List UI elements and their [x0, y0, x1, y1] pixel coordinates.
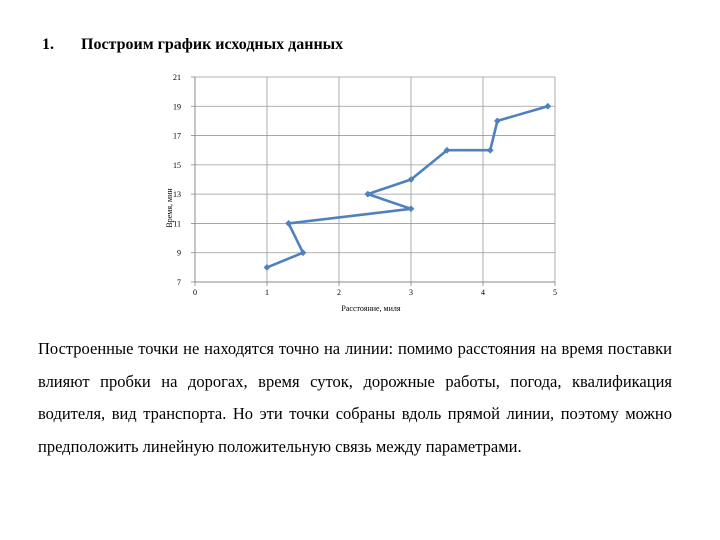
data-point-marker: [408, 205, 415, 212]
x-tick-label: 4: [481, 288, 485, 297]
chart-grid: [195, 77, 555, 282]
data-point-marker: [544, 103, 551, 110]
explanation-paragraph: Построенные точки не находятся точно на линии: помимо расстояния на время поставки влияют пробки на дорогах, время суток, дорожные работы, погода, квалификация водителя, вид транспорта. Но эти точки собраны вдоль прямой линии, поэтому можно предположить линейную положительную связь между параметрами.: [38, 339, 672, 456]
section-number: 1.: [42, 36, 54, 53]
x-tick-label: 5: [553, 288, 557, 297]
data-point-marker: [494, 118, 501, 125]
y-tick-label: 13: [173, 190, 181, 200]
section-title: Построим график исходных данных: [81, 36, 344, 53]
y-tick-label: 11: [173, 219, 181, 229]
data-point-marker: [487, 147, 494, 154]
x-tick-label: 2: [337, 288, 341, 297]
y-tick-label: 19: [173, 102, 181, 112]
y-tick-label: 15: [173, 160, 181, 170]
data-point-marker: [264, 264, 271, 271]
chart-series: [264, 103, 552, 271]
y-tick-label: 7: [177, 278, 181, 287]
series-line: [267, 106, 548, 267]
x-tick-label: 0: [193, 288, 197, 297]
chart-axes: [191, 77, 555, 286]
x-tick-label: 3: [409, 288, 413, 297]
x-axis-label: Расстояние, миля: [341, 304, 401, 313]
y-tick-label: 17: [173, 131, 181, 141]
y-tick-label: 21: [173, 73, 181, 82]
y-tick-label: 9: [177, 248, 181, 258]
y-axis-label: Время, мин: [165, 188, 174, 228]
line-chart: [155, 68, 575, 318]
data-point-marker: [364, 191, 371, 198]
x-tick-label: 1: [265, 288, 269, 297]
